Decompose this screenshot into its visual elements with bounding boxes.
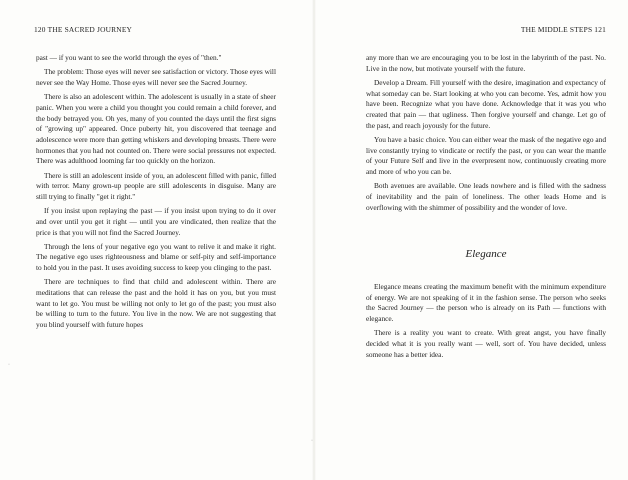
left-text-block	[36, 53, 276, 334]
paragraph: There are techniques to find that child and adolescent within. There are meditations that can release the past and the hold it has on you, but you must want to let go. You must be willing not only to let go of the past; you must also be willing to turn to the future. You live in the now. We are not suggesting that you blind yourself with future hopes	[36, 277, 276, 330]
paragraph: past — if you want to see the world through the eyes of "then."	[36, 53, 222, 62]
right-page	[314, 0, 628, 480]
paragraph: There is also an adolescent within. The adolescent is usually in a state of sheer panic. When you were a child you thought you could remain a child forever, and the body betrayed you. Oh yes, many of you counted the days until the first signs of "growing up" appeared. Once puberty hit, you discovered that teenage and adolescence were more than getting whiskers and developing breasts. There were hormones that you had not counted on. There were social pressures not expected. There was adulthood looming far too quickly on the horizon.	[36, 92, 276, 166]
section-heading: Elegance	[465, 248, 507, 261]
left-running-head: 120 THE SACRED JOURNEY	[34, 25, 133, 34]
paragraph: There is a reality you want to create. With great angst, you have finally decided what it is you really want — well, sort of. You have decided, unless someone has a better idea.	[366, 328, 606, 359]
paragraph: Through the lens of your negative ego you want to relive it and make it right. The negative ego uses righteousness and blame or self-pity and self-importance to hold you in the past. It uses avoiding success to keep you clinging to the past.	[36, 241, 276, 273]
paragraph: Both avenues are available. One leads nowhere and is filled with the sadness of inevitability and the pain of loneliness. The other leads Home and is overflowing with the shimmer of possibility and the wonder of love.	[366, 181, 606, 212]
paragraph: If you insist upon replaying the past — if you insist upon trying to do it over and over until you get it right — until you are vindicated, then realize that the price is that you will not find the Sacred Journey.	[36, 206, 276, 237]
paragraph: You have a basic choice. You can either wear the mask of the negative ego and live constantly trying to vindicate or rectify the past, or you can wear the mantle of your Future Self and live in the everpresent now, continuously creating more and more of who you can be.	[366, 134, 606, 177]
margin-speck: ·	[8, 362, 10, 368]
paragraph: Develop a Dream. Fill yourself with the desire, imagination and expectancy of what someday can be. Start looking at who you can become. Yes, admit how you have been. Recognize what you have done. Acknowledge that it was you who created that pain — that ugliness. Then forgive yourself and change. Let go of the past, and reach joyously for the future.	[366, 77, 606, 130]
gutter-speck: ·	[311, 438, 313, 444]
paragraph: There is still an adolescent inside of you, an adolescent filled with panic, filled with terror. Many grown-up people are still adolescents in disguise. Many are still trying to finally "get it right."	[36, 170, 276, 201]
paragraph: any more than we are encouraging you to be lost in the labyrinth of the past. No. Live in the now, but motivate yourself with the future.	[366, 53, 606, 73]
right-running-head: THE MIDDLE STEPS 121	[520, 25, 606, 34]
paragraph: Elegance means creating the maximum benefit with the minimum expenditure of energy. We are not speaking of it in the fashion sense. The person who seeks the Sacred Journey — the person who is already on its Path — functions with elegance.	[366, 282, 606, 324]
right-text-block	[366, 53, 606, 364]
paragraph: The problem: Those eyes will never see satisfaction or victory. Those eyes will never see the Way Home. Those eyes will never see the Sacred Journey.	[36, 67, 276, 87]
